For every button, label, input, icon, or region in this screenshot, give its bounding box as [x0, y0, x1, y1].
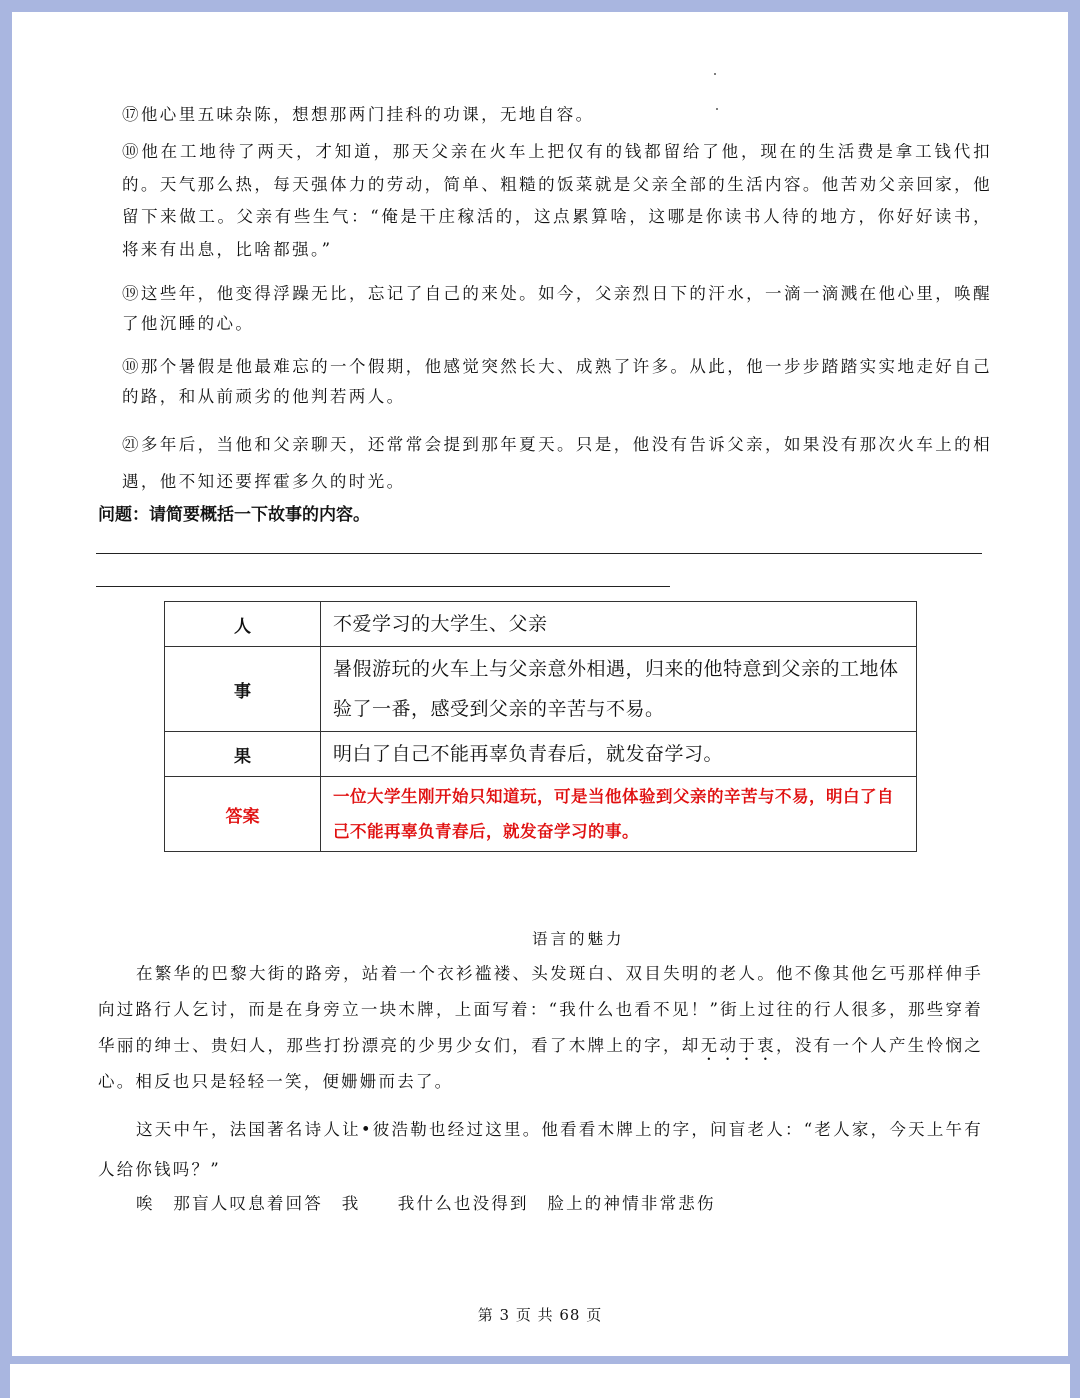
row-value-person: 不爱学习的大学生、父亲 [321, 602, 917, 647]
scan-fleck [714, 73, 716, 75]
story-paragraph-17: ⑰他心里五味杂陈，想想那两门挂科的功课，无地自容。 [122, 105, 595, 124]
row-value-result: 明白了自己不能再辜负青春后，就发奋学习。 [321, 732, 917, 777]
answer-line-2 [96, 586, 670, 587]
row-key-answer: 答案 [165, 777, 321, 852]
document-page [12, 12, 1068, 1356]
story2-p1-text-b: ，没有一个人产生怜悯之心。相反也只是轻轻一笑，便姗姗而去了。 [98, 1036, 984, 1091]
story2-p1-text-a: 在繁华的巴黎大街的路旁，站着一个衣衫褴褛、头发斑白、双目失明的老人。他不像其他乞丐那样伸手向过路行人乞讨，而是在身旁立一块木牌，上面写着：“我什么也看不见！”街上过往的行人很多，那些穿着华丽的绅士、贵妇人，那些打扮漂亮的少男少女们，看了木牌上的字，却 [98, 964, 983, 1055]
table-row [165, 647, 917, 732]
story2-p1-emphasis: 无动于衷 [700, 1036, 776, 1055]
story-paragraph-19: ⑲这些年，他变得浮躁无比，忘记了自己的来处。如今，父亲烈日下的汗水，一滴一滴溅在他心里，唤醒了他沉睡的心。 [122, 284, 992, 333]
row-key-person: 人 [165, 602, 321, 647]
row-value-event: 暑假游玩的火车上与父亲意外相遇，归来的他特意到父亲的工地体验了一番，感受到父亲的辛苦与不易。 [321, 647, 917, 732]
story-paragraph-18: ⑩他在工地待了两天，才知道，那天父亲在火车上把仅有的钱都留给了他，现在的生活费是拿工钱代扣的。天气那么热，每天强体力的劳动，简单、粗糙的饭菜就是父亲全部的生活内容。他苦劝父亲回家，他留下来做工。父亲有些生气：“俺是干庄稼活的，这点累算啥，这哪是你读书人待的地方，你好好读书，将来有出息，比啥都强。” [122, 142, 992, 259]
story2-paragraph-3: 唉 那盲人叹息着回答 我 我什么也没得到 脸上的神情非常悲伤 [136, 1194, 716, 1213]
story-paragraph-21: ㉑多年后，当他和父亲聊天，还常常会提到那年夏天。只是，他没有告诉父亲，如果没有那次火车上的相遇，他不知还要挥霍多久的时光。 [122, 435, 992, 491]
story-paragraph-20: ⑩那个暑假是他最难忘的一个假期，他感觉突然长大、成熟了许多。从此，他一步步踏踏实实地走好自己的路，和从前顽劣的他判若两人。 [122, 357, 992, 406]
summary-table [164, 601, 917, 852]
row-value-answer: 一位大学生刚开始只知道玩，可是当他体验到父亲的辛苦与不易，明白了自己不能再辜负青春后，就发奋学习的事。 [321, 777, 917, 852]
story2-paragraph-1 [98, 956, 983, 1100]
next-page-edge [10, 1364, 1070, 1398]
table-row [165, 777, 917, 852]
question-prompt: 问题：请简要概括一下故事的内容。 [98, 505, 370, 525]
table-row [165, 732, 917, 777]
row-key-event: 事 [165, 647, 321, 732]
story2-title: 语言的魅力 [532, 930, 625, 948]
answer-line-1 [96, 553, 982, 554]
table-row [165, 602, 917, 647]
story2-paragraph-2: 这天中午，法国著名诗人让•彼浩勒也经过这里。他看看木牌上的字，问盲老人：“老人家，今天上午有人给你钱吗？” [98, 1120, 983, 1179]
row-key-result: 果 [165, 732, 321, 777]
page-footer: 第 3 页 共 68 页 [477, 1306, 603, 1324]
